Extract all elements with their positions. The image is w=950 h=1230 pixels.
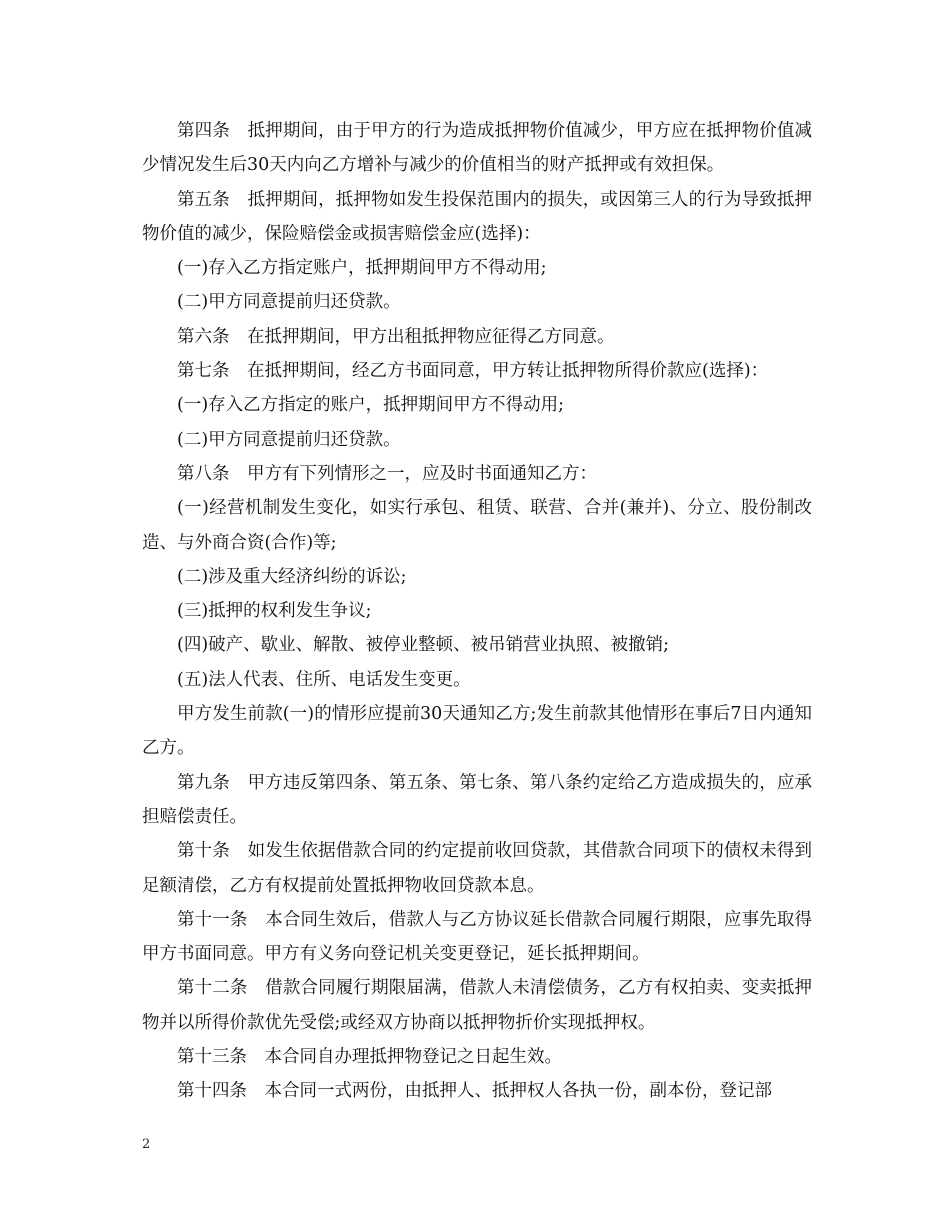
clause-8-item-3: (三)抵押的权利发生争议; (177, 601, 372, 622)
clause-6-paragraph: 第六条 在抵押期间，甲方出租抵押物应征得乙方同意。 (177, 326, 615, 347)
clause-8-paragraph: 第八条 甲方有下列情形之一，应及时书面通知乙方： (177, 463, 597, 484)
clause-14-paragraph: 第十四条 本合同一式两份，由抵押人、抵押权人各执一份，副本份，登记部 (177, 1081, 772, 1102)
clause-7-paragraph: 第七条 在抵押期间，经乙方书面同意，甲方转让抵押物所得价款应(选择)： (177, 361, 769, 382)
clause-13-paragraph: 第十三条 本合同自办理抵押物登记之日起生效。 (177, 1047, 562, 1068)
clause-9-paragraph: 第九条 甲方违反第四条、第五条、第七条、第八条约定给乙方造成损失的，应承担赔偿责任。 (142, 772, 812, 827)
clause-11-paragraph: 第十一条 本合同生效后，借款人与乙方协议延长借款合同履行期限，应事先取得甲方书面同意。甲方有义务向登记机关变更登记，延长抵押期间。 (142, 909, 812, 965)
clause-12-paragraph: 第十二条 借款合同履行期限届满，借款人未清偿债务，乙方有权拍卖、变卖抵押物并以所得价款优先受偿;或经双方协商以抵押物折价实现抵押权。 (142, 978, 812, 1033)
clause-10-paragraph: 第十条 如发生依据借款合同的约定提前收回贷款，其借款合同项下的债权未得到足额清偿，乙方有权提前处置抵押物收回贷款本息。 (142, 841, 812, 896)
clause-8-notice-paragraph: 甲方发生前款(一)的情形应提前30天通知乙方;发生前款其他情形在事后7日内通知乙方。 (142, 704, 812, 759)
clause-8-item-4: (四)破产、歇业、解散、被停业整顿、被吊销营业执照、被撤销; (177, 635, 670, 656)
clause-5-option-1: (一)存入乙方指定账户，抵押期间甲方不得动用; (177, 258, 547, 279)
page-number: 2 (142, 1137, 151, 1152)
clause-7-option-1: (一)存入乙方指定的账户，抵押期间甲方不得动用; (177, 395, 565, 416)
clause-8-item-1: (一)经营机制发生变化，如实行承包、租赁、联营、合并(兼并)、分立、股份制改造、与外商合资(合作)等; (142, 498, 812, 553)
clause-8-item-2: (二)涉及重大经济纠纷的诉讼; (177, 566, 407, 587)
clause-8-item-5: (五)法人代表、住所、电话发生变更。 (177, 669, 471, 690)
clause-5-option-2: (二)甲方同意提前归还贷款。 (177, 292, 401, 313)
clause-5-paragraph: 第五条 抵押期间，抵押物如发生投保范围内的损失，或因第三人的行为导致抵押物价值的减少，保险赔偿金或损害赔偿金应(选择)： (142, 189, 812, 244)
document-body (142, 114, 812, 1109)
clause-4-paragraph: 第四条 抵押期间，由于甲方的行为造成抵押物价值减少，甲方应在抵押物价值减少情况发生后30天内向乙方增补与减少的价值相当的财产抵押或有效担保。 (142, 121, 812, 176)
clause-7-option-2: (二)甲方同意提前归还贷款。 (177, 429, 401, 450)
